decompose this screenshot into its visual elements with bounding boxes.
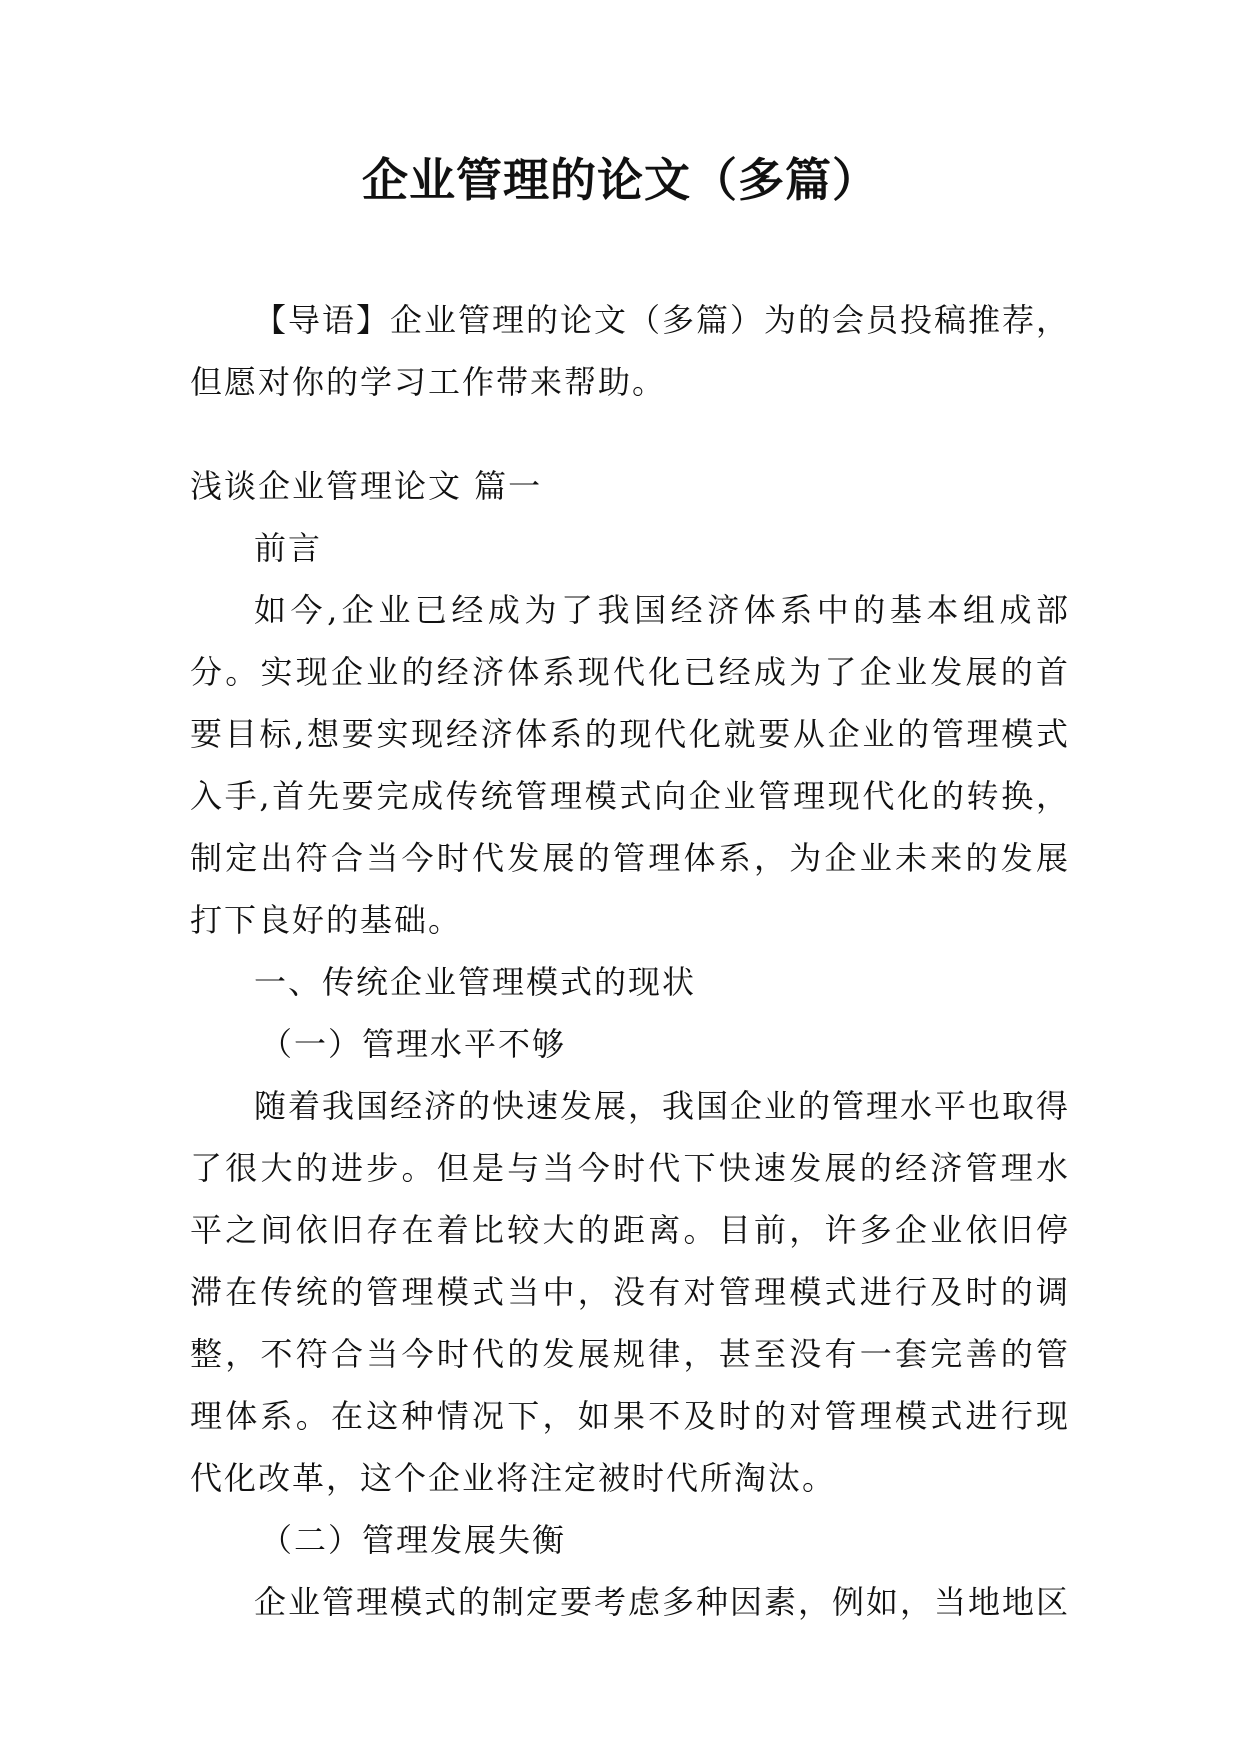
- heading-1: 一、传统企业管理模式的现状: [254, 963, 697, 1001]
- paragraph-1: 随着我国经济的快速发展，我国企业的管理水平也取得了很大的进步。但是与当今时代下快速发展的经济管理水平之间依旧存在着比较大的距离。目前，许多企业依旧停滞在传统的管理模式当中，没有对管理模式进行及时的调整，不符合当今时代的发展规律，甚至没有一套完善的管理体系。在这种情况下，如果不及时的对管理模式进行现代化改革，这个企业将注定被时代所淘汰。: [190, 1087, 1071, 1497]
- section-title: 浅谈企业管理论文 篇一: [190, 467, 543, 505]
- preface-paragraph: 如今,企业已经成为了我国经济体系中的基本组成部分。实现企业的经济体系现代化已经成为了企业发展的首要目标,想要实现经济体系的现代化就要从企业的管理模式入手,首先要完成传统管理模式向企业管理现代化的转换，制定出符合当今时代发展的管理体系，为企业未来的发展打下良好的基础。: [190, 591, 1070, 939]
- subheading-2: （二）管理发展失衡: [260, 1521, 567, 1559]
- lead-block: [190, 289, 1070, 413]
- lead-paragraph: 【导语】企业管理的论文（多篇）为的会员投稿推荐，但愿对你的学习工作带来帮助。: [190, 301, 1071, 401]
- subheading-1: （一）管理水平不够: [260, 1025, 567, 1063]
- preface-heading: 前言: [254, 529, 323, 567]
- article-body: [190, 455, 1070, 1633]
- paragraph-2: 企业管理模式的制定要考虑多种因素，例如，当地地区: [254, 1583, 1071, 1621]
- document-title: 企业管理的论文（多篇）: [362, 153, 879, 207]
